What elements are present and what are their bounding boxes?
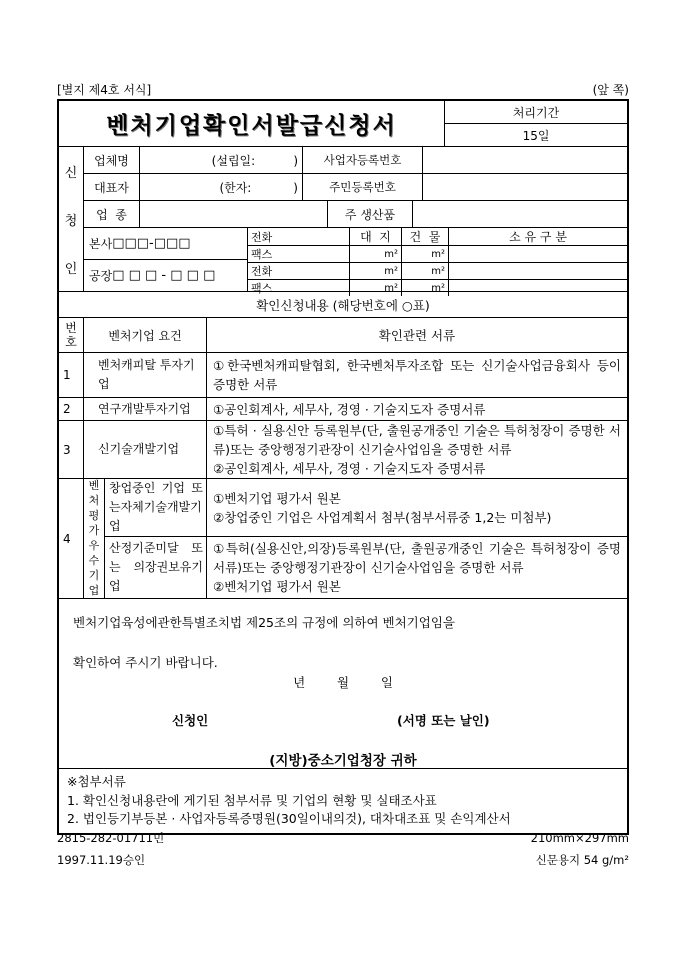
hanja-hint: (한자: ) [219,180,298,195]
industry-row [84,201,627,228]
date-line: 년 월 일 [293,675,393,690]
recipient-line: (지방)중소기업청장 귀하 [269,753,417,769]
representative-row [84,174,627,201]
applicant-fields [84,147,627,295]
number-column-header: 번 호 [59,318,84,352]
factory-label: 공장 [89,269,113,283]
business-registration-number-label: 사업자등록번호 [303,147,423,173]
factory-postal-boxes: □ □ □ - □ □ □ [112,268,216,283]
requirement-row-3 [59,421,627,479]
page-notes [57,81,629,98]
hq-fax-row [248,246,627,263]
row-4a-requirement: 창업중인 기업 또는자체기술개발기업 [105,479,207,536]
hq-land-area-unit: m² [350,246,402,262]
row-3-document-1: ①특허 · 실용신안 등록원부(단, 출원공개중인 기술은 특허청장이 증명한 서류)또는 중앙행정기관장이 신기술사업임을 증명한 서류 [213,423,621,457]
requirement-column-header: 벤처기업 요건 [84,318,207,352]
factory-ownership-field-2 [449,280,627,296]
factory-building-area-unit: m² [402,263,449,279]
row-1-number: 1 [59,353,84,397]
industry-field [140,201,328,227]
application-form [57,99,629,835]
row-4b-documents [207,537,627,598]
row-4b [105,537,627,598]
factory-address [84,260,247,291]
row-3-documents [207,421,627,478]
address-block [84,228,627,295]
resident-registration-number-field [423,174,627,200]
row-4b-document-1: ①특허(실용신안,의장)등록원부(단, 출원공개중인 기술은 특허청장이 증명서류)또는 중앙행정기관장이 신기술사업임을 증명한 서류 [213,541,621,575]
row-4b-requirement: 산정기준미달 또는 의장권보유기업 [105,537,207,598]
requirement-row-1 [59,353,627,398]
applicant-signature-label: 신청인 [172,713,209,728]
land-column-header: 대 지 [350,228,402,245]
row-1-requirement: 벤처캐피탈 투자기업 [84,353,207,397]
factory-fax-label: 팩스 [248,280,350,296]
form-reference-note: [별지 제4호 서식] [57,83,152,97]
factory-phone-label: 전화 [248,263,350,279]
document-code: 2815-282-01711민 [57,831,165,845]
applicant-section [59,147,627,295]
approval-date: 1997.11.19승인 [57,853,146,867]
declaration-section [59,599,627,769]
sign-or-seal-label: (서명 또는 날인) [397,713,490,728]
factory-fax-row [248,280,627,296]
main-product-label: 주 생산품 [328,201,413,227]
row-4a-document-2: ②창업중인 기업은 사업계획서 첨부(첨부서류중 1,2는 미첨부) [213,509,552,525]
hq-fax-label: 팩스 [248,246,350,262]
processing-period-box [445,101,627,146]
address-labels [84,228,248,291]
hq-phone-label: 전화 [248,228,350,245]
attachments-section [59,769,627,833]
applicant-side-label: 신 청 인 [59,147,84,291]
row-2-documents [207,398,627,420]
row-2-requirement: 연구개발투자기업 [84,398,207,420]
representative-field [140,174,303,200]
processing-period-value: 15일 [522,128,550,143]
row-4-number: 4 [59,479,84,598]
attachment-item-1: 1. 확인신청내용란에 게기된 첨부서류 및 기업의 현황 및 실태조사표 [67,792,437,808]
factory-phone-row [248,263,627,280]
factory-land-area-unit: m² [350,263,402,279]
main-product-field [413,201,627,227]
row-4b-document-2: ②벤처기업 평가서 원본 [213,579,341,594]
row-4a [105,479,627,537]
row-1-document-1: ①한국벤처캐피탈협회, 한국벤처투자조합 또는 신기술사업금융회사 등이 증명한 서류 [213,358,621,392]
row-2-number: 2 [59,398,84,420]
documents-column-header: 확인관련 서류 [378,327,456,343]
row-3-requirement: 신기술개발기업 [84,421,207,478]
row-4a-document-1: ①벤처기업 평가서 원본 [213,490,341,506]
requirement-row-2 [59,398,627,421]
contact-area-grid [248,228,627,295]
declaration-line-2: 확인하여 주시기 바랍니다. [73,655,218,670]
hq-ownership-field [449,246,627,262]
processing-period-label: 처리기간 [445,101,627,124]
hq-building-area-unit: m² [402,246,449,262]
row-2-document-1: ①공인회계사, 세무사, 경영 · 기술지도자 증명서류 [213,401,486,417]
factory-land-area-unit-2: m² [350,280,402,296]
factory-building-area-unit-2: m² [402,280,449,296]
building-column-header: 건 물 [402,228,449,245]
company-name-field [140,147,303,173]
title-row [59,101,627,147]
attachment-item-2: 2. 법인등기부등본 · 사업자등록증명원(30일이내의것), 대차대조표 및 손익계산서 [67,811,511,826]
industry-label: 업 종 [84,201,140,227]
company-name-row [84,147,627,174]
factory-ownership-field [449,263,627,279]
company-name-label: 업체명 [84,147,140,173]
row-4a-documents [207,479,627,536]
requirement-row-4 [59,479,627,599]
resident-registration-number-label: 주민등록번호 [303,174,423,200]
footer-right [531,827,629,871]
paper-spec: 신문용지 54 g/m² [535,853,629,867]
establishment-date-hint: (설립일: ) [211,153,298,168]
paper-size: 210mm×297mm [530,831,629,845]
row-3-number: 3 [59,421,84,478]
headquarters-address [84,228,247,260]
declaration-line-1: 벤처기업육성에관한특별조치법 제25조의 규정에 의하여 벤처기업임을 [73,615,455,630]
page-side-note: (앞 쪽) [592,83,629,97]
business-registration-number-field [423,147,627,173]
row-1-documents [207,353,627,397]
representative-label: 대표자 [84,174,140,200]
grid-header-row [248,228,627,246]
confirmation-table-header [59,318,627,353]
attachments-title: ※첨부서류 [67,774,126,789]
headquarters-label: 본사 [89,237,113,251]
ownership-column-header: 소 유 구 분 [509,230,567,244]
form-title: 벤처기업확인서발급신청서 [59,101,445,146]
row-4-group-label: 벤 처 평 가 우 수 기 업 [84,479,105,598]
footer-left [57,827,164,871]
headquarters-postal-boxes: □□□-□□□ [112,236,191,251]
row-4-subrows [105,479,627,598]
confirmation-section-title: 확인신청내용 (해당번호에 ○표) [59,292,627,318]
row-3-document-2: ②공인회계사, 세무사, 경영 · 기술지도자 증명서류 [213,461,486,476]
